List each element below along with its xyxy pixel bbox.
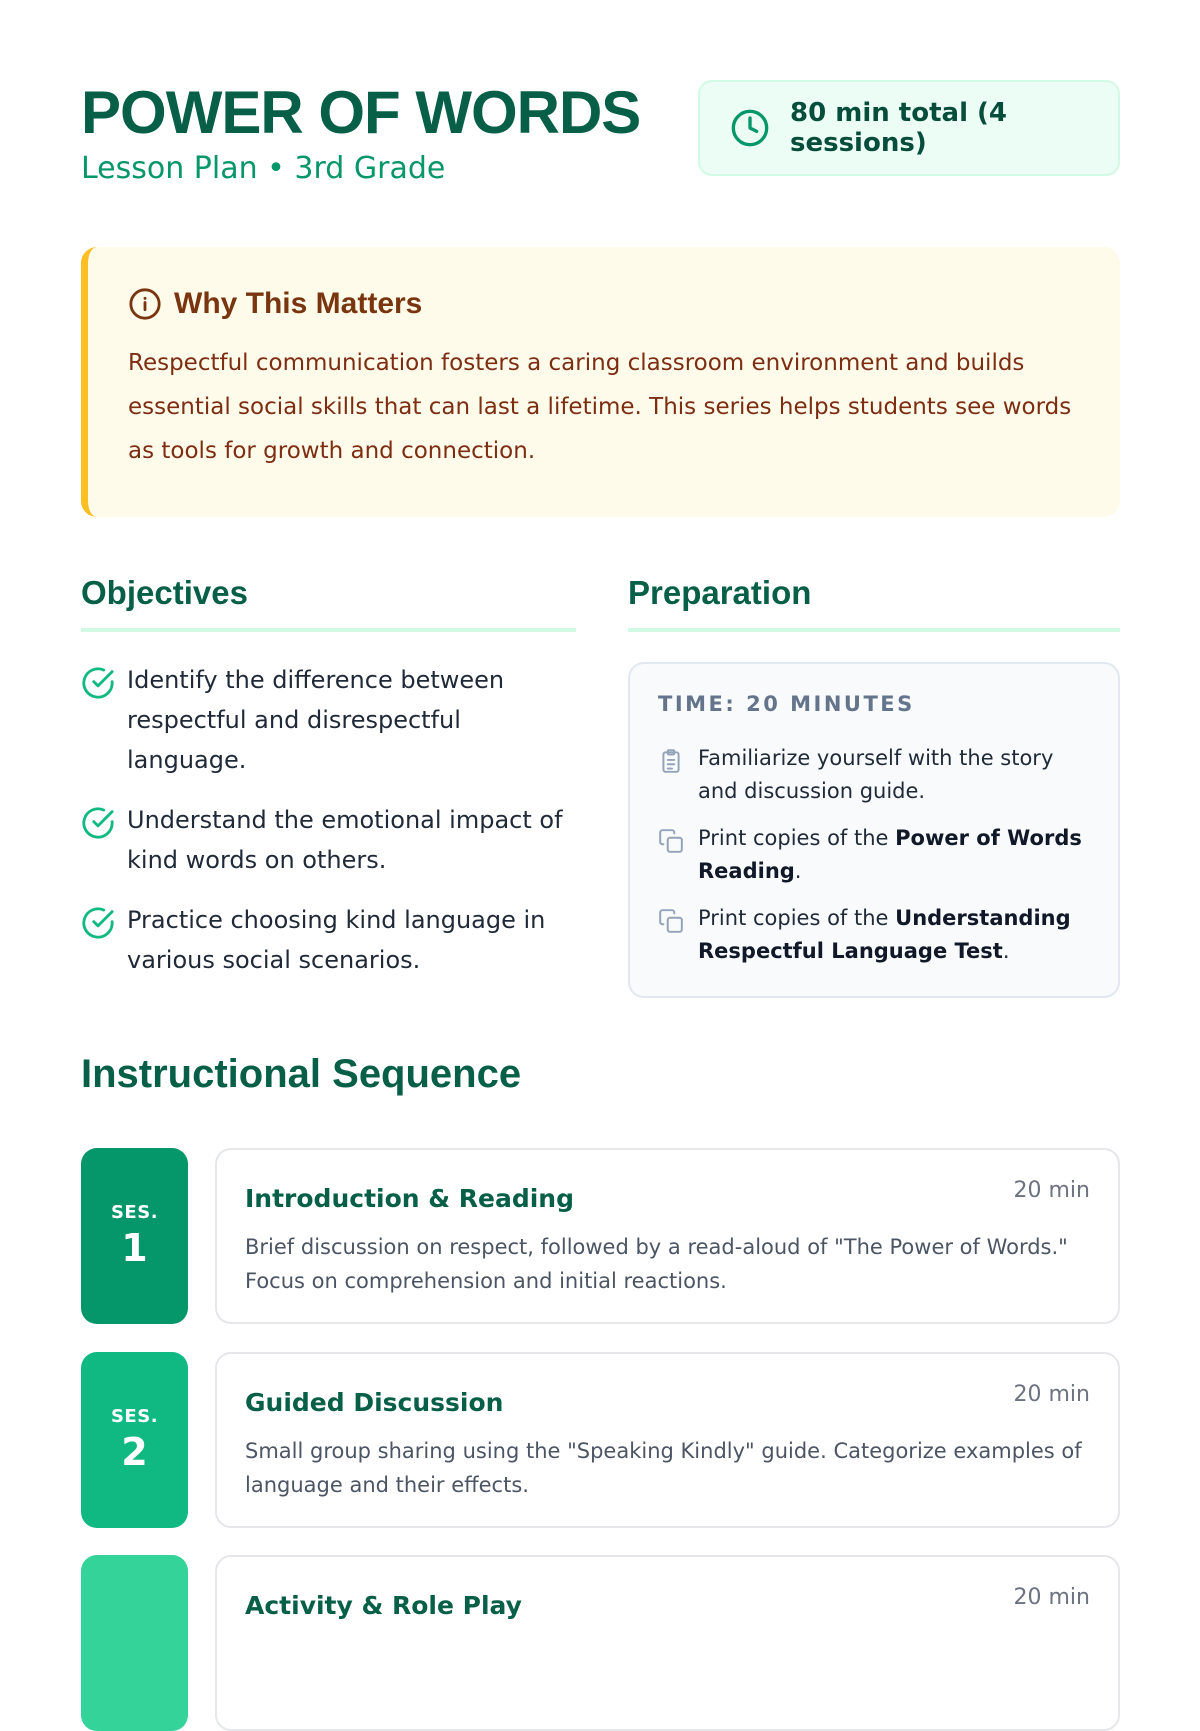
page-title: POWER OF WORDS bbox=[81, 79, 641, 146]
total-time-chip bbox=[698, 80, 1120, 176]
session-duration: 20 min bbox=[1013, 1178, 1090, 1203]
preparation-card bbox=[628, 662, 1120, 998]
session-title: Introduction & Reading bbox=[245, 1184, 575, 1213]
why-this-matters-callout bbox=[81, 247, 1120, 517]
objective-text: Understand the emotional impact of kind words on others. bbox=[127, 806, 563, 874]
preparation-text: Print copies of the Understanding Respectful Language Test. bbox=[698, 906, 1071, 963]
session-badge bbox=[81, 1352, 188, 1528]
preparation-item bbox=[658, 902, 1090, 968]
session-badge-label: SES. bbox=[110, 1405, 159, 1427]
copy-icon bbox=[658, 908, 684, 934]
clipboard-icon bbox=[658, 748, 684, 774]
session-badge-label: SES. bbox=[110, 1201, 159, 1223]
session-card bbox=[215, 1148, 1120, 1324]
check-circle-icon bbox=[81, 906, 115, 940]
session-description: Small group sharing using the "Speaking Kindly" guide. Categorize examples of language and their effects. bbox=[245, 1439, 1082, 1497]
session-number: 2 bbox=[121, 1429, 148, 1474]
page-subtitle: Lesson Plan • 3rd Grade bbox=[81, 151, 446, 186]
preparation-bold-item: Power of Words Reading bbox=[698, 826, 1082, 883]
why-body: Respectful communication fosters a caring classroom environment and builds essential social skills that can last a lifetime. This series helps students see words as tools for growth and connection. bbox=[128, 350, 1072, 464]
objective-text: Identify the difference between respectful and disrespectful language. bbox=[127, 666, 505, 774]
preparation-time: TIME: 20 MINUTES bbox=[658, 692, 915, 716]
session-badge bbox=[81, 1555, 188, 1731]
session-card bbox=[215, 1555, 1120, 1731]
session-title: Activity & Role Play bbox=[245, 1591, 522, 1620]
session-badge bbox=[81, 1148, 188, 1324]
objective-item bbox=[81, 900, 576, 980]
objectives-heading: Objectives bbox=[81, 574, 576, 632]
preparation-heading: Preparation bbox=[628, 574, 1120, 632]
objectives-list bbox=[81, 660, 576, 1000]
session-duration: 20 min bbox=[1013, 1382, 1090, 1407]
objective-item bbox=[81, 800, 576, 880]
check-circle-icon bbox=[81, 666, 115, 700]
total-time-text: 80 min total (4 sessions) bbox=[790, 98, 1008, 158]
clock-icon bbox=[730, 108, 770, 148]
preparation-item bbox=[658, 742, 1090, 808]
session-title: Guided Discussion bbox=[245, 1388, 504, 1417]
session-number: 1 bbox=[121, 1225, 148, 1270]
objective-text: Practice choosing kind language in various social scenarios. bbox=[127, 906, 546, 974]
preparation-text: Print copies of the Power of Words Reading. bbox=[698, 826, 1082, 883]
copy-icon bbox=[658, 828, 684, 854]
session-description: Brief discussion on respect, followed by a read-aloud of "The Power of Words." Focus on comprehension and initial reactions. bbox=[245, 1235, 1068, 1293]
preparation-item bbox=[658, 822, 1090, 888]
objective-item bbox=[81, 660, 576, 780]
check-circle-icon bbox=[81, 806, 115, 840]
session-duration: 20 min bbox=[1013, 1585, 1090, 1610]
preparation-text: Familiarize yourself with the story and discussion guide. bbox=[698, 746, 1054, 803]
why-heading: Why This Matters bbox=[174, 287, 423, 320]
preparation-bold-item: Understanding Respectful Language Test bbox=[698, 906, 1071, 963]
instructional-sequence-heading: Instructional Sequence bbox=[81, 1052, 522, 1096]
session-card bbox=[215, 1352, 1120, 1528]
info-icon bbox=[128, 287, 162, 321]
